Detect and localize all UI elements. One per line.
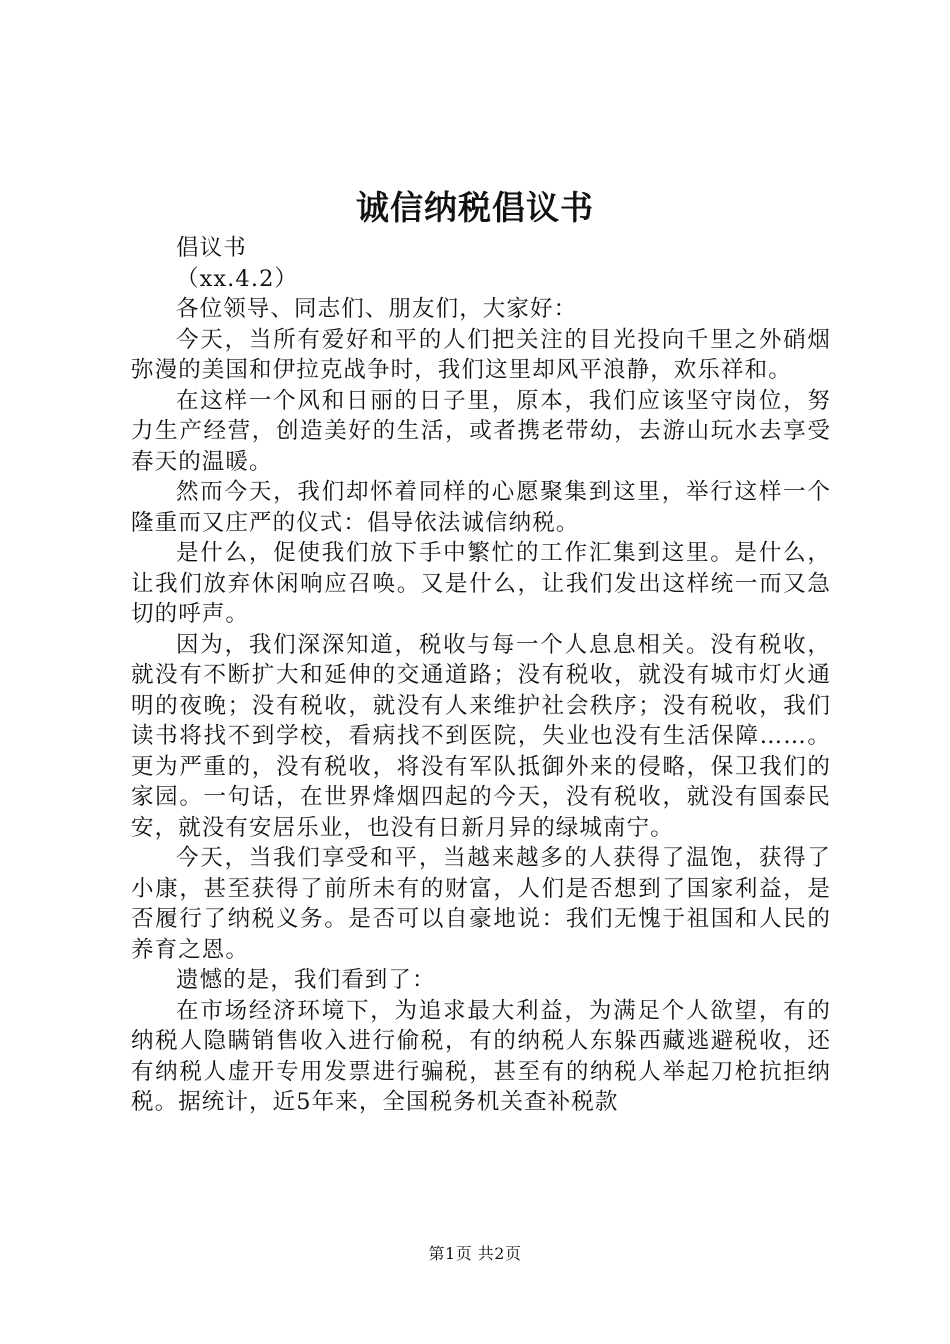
paragraph: 在这样一个风和日丽的日子里，原本，我们应该坚守岗位，努力生产经营，创造美好的生活，或者携老带幼，去游山玩水去享受春天的温暖。 [131,387,831,475]
page-number-footer: 第1页 共2页 [428,1244,522,1263]
paragraph: 在市场经济环境下，为追求最大利益，为满足个人欲望，有的纳税人隐瞒销售收入进行偷税，有的纳税人东躲西藏逃避税收，还有纳税人虚开专用发票进行骗税，甚至有的纳税人举起刀枪抗拒纳税。据统计，近5年来，全国税务机关查补税款 [131,997,831,1115]
document-body [131,233,831,1118]
paragraph: 是什么，促使我们放下手中繁忙的工作汇集到这里。是什么，让我们放弃休闲响应召唤。又是什么，让我们发出这样统一而又急切的呼声。 [131,540,831,627]
paragraph: 今天，当所有爱好和平的人们把关注的目光投向千里之外硝烟弥漫的美国和伊拉克战争时，我们这里却风平浪静，欢乐祥和。 [131,326,831,383]
paragraph: 然而今天，我们却怀着同样的心愿聚集到这里，举行这样一个隆重而又庄严的仪式：倡导依法诚信纳税。 [131,479,831,536]
document-title: 诚信纳税倡议书 [356,188,594,227]
paragraph-heading: 倡议书 [176,235,247,261]
paragraph: 今天，当我们享受和平，当越来越多的人获得了温饱，获得了小康，甚至获得了前所未有的财富，人们是否想到了国家利益，是否履行了纳税义务。是否可以自豪地说：我们无愧于祖国和人民的养育之恩。 [131,845,831,963]
paragraph: 遗憾的是，我们看到了： [176,967,436,993]
paragraph-greeting: 各位领导、同志们、朋友们，大家好： [176,296,578,322]
paragraph-date: （xx.4.2） [176,265,299,292]
paragraph: 因为，我们深深知道，税收与每一个人息息相关。没有税收，就没有不断扩大和延伸的交通道路；没有税收，就没有城市灯火通明的夜晚；没有税收，就没有人来维护社会秩序；没有税收，我们读书将找不到学校，看病找不到医院，失业也没有生活保障……。更为严重的，没有税收，将没有军队抵御外来的侵略，保卫我们的家园。一句话，在世界烽烟四起的今天，没有税收，就没有国泰民安，就没有安居乐业，也没有日新月异的绿城南宁。 [131,631,831,841]
